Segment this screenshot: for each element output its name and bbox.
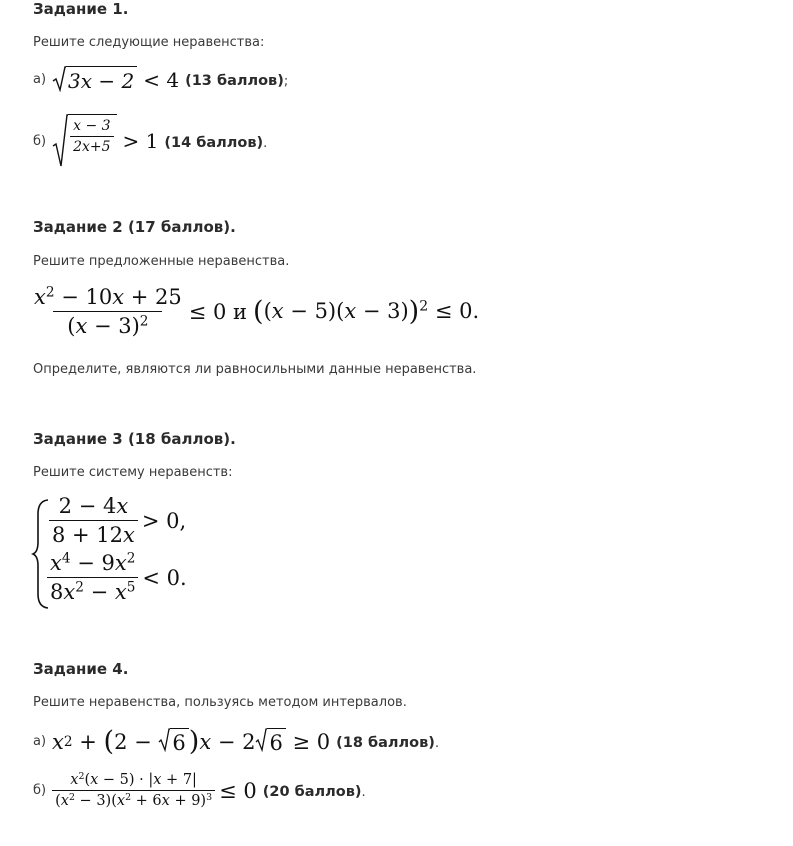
radical-icon [255, 728, 267, 752]
radical-icon [52, 114, 68, 168]
task2-fraction: $\frac{x^2 - 10x + 25}{(x - 3)^2}$ [34, 284, 182, 338]
task1-b-fraction [70, 118, 113, 155]
task1-b-tail: . [263, 135, 268, 151]
task1-a-formula [52, 66, 179, 93]
task4-b-tail: . [361, 785, 366, 800]
task4-title: Задание 4. [33, 660, 129, 678]
task1-a-label: а) [33, 72, 47, 87]
task4-a-formula: x 2 + ( 2 − 6 ) x − 2 6 ≥ 0 [52, 726, 331, 757]
task4-b-formula: $\frac{x^2(x - 5) \cdot |x + 7|}{(x^2 - 3)(x^2 + 6x + 9)^3}$ ≤ 0 [52, 772, 257, 809]
sqrt-sign [52, 66, 137, 93]
task4-item-b [33, 772, 366, 809]
task4-instruction: Решите неравенства, пользуясь методом интервалов. [33, 695, 407, 710]
task1-b-formula [52, 114, 158, 168]
task1-a-relation: < 4 [143, 67, 180, 92]
task1-b-denominator: 2x+5 [70, 136, 113, 155]
task4-item-a [33, 726, 439, 757]
task1-instruction: Решите следующие неравенства: [33, 35, 265, 50]
task1-b-numerator: x − 3 [73, 118, 111, 134]
task3-title: Задание 3 (18 баллов). [33, 430, 236, 448]
task2-question: Определите, являются ли равносильными данные неравенства. [33, 362, 477, 377]
task2-title: Задание 2 (17 баллов). [33, 218, 236, 236]
radical-icon [158, 728, 170, 752]
task1-a-points: (13 баллов) [185, 73, 284, 89]
task3-line2: $\frac{x^4 - 9x^2}{8x^2 - x^5}$ < 0. [47, 551, 187, 604]
task1-title: Задание 1. [33, 0, 129, 18]
task1-b-label: б) [33, 133, 47, 149]
task3-instruction: Решите систему неравенств: [33, 465, 233, 480]
task1-a-radicand: 3x − 2 [66, 66, 137, 93]
task1-item-a [33, 66, 288, 93]
task4-b-label: б) [33, 783, 47, 798]
task2-formula: $\frac{x^2 - 10x + 25}{(x - 3)^2}$ ≤ 0 и $((x - 5)(x - 3))^2 \le 0$. [31, 285, 479, 338]
radical-icon [52, 66, 66, 92]
task1-a-tail: ; [283, 74, 289, 89]
task1-b-points: (14 баллов) [164, 134, 264, 151]
task1-item-b [33, 114, 267, 168]
sqrt-sign [52, 114, 116, 168]
task2-instruction: Решите предложенные неравенства. [33, 254, 290, 269]
task1-b-relation: > 1 [122, 129, 159, 153]
task4-a-tail: . [434, 736, 440, 751]
task4-a-label: а) [33, 734, 47, 749]
task3-line1: $\frac{2 - 4x}{8 + 12x}$ > 0, [49, 494, 186, 547]
task4-b-points: (20 баллов) [262, 784, 362, 800]
task4-a-points: (18 баллов) [336, 735, 435, 751]
